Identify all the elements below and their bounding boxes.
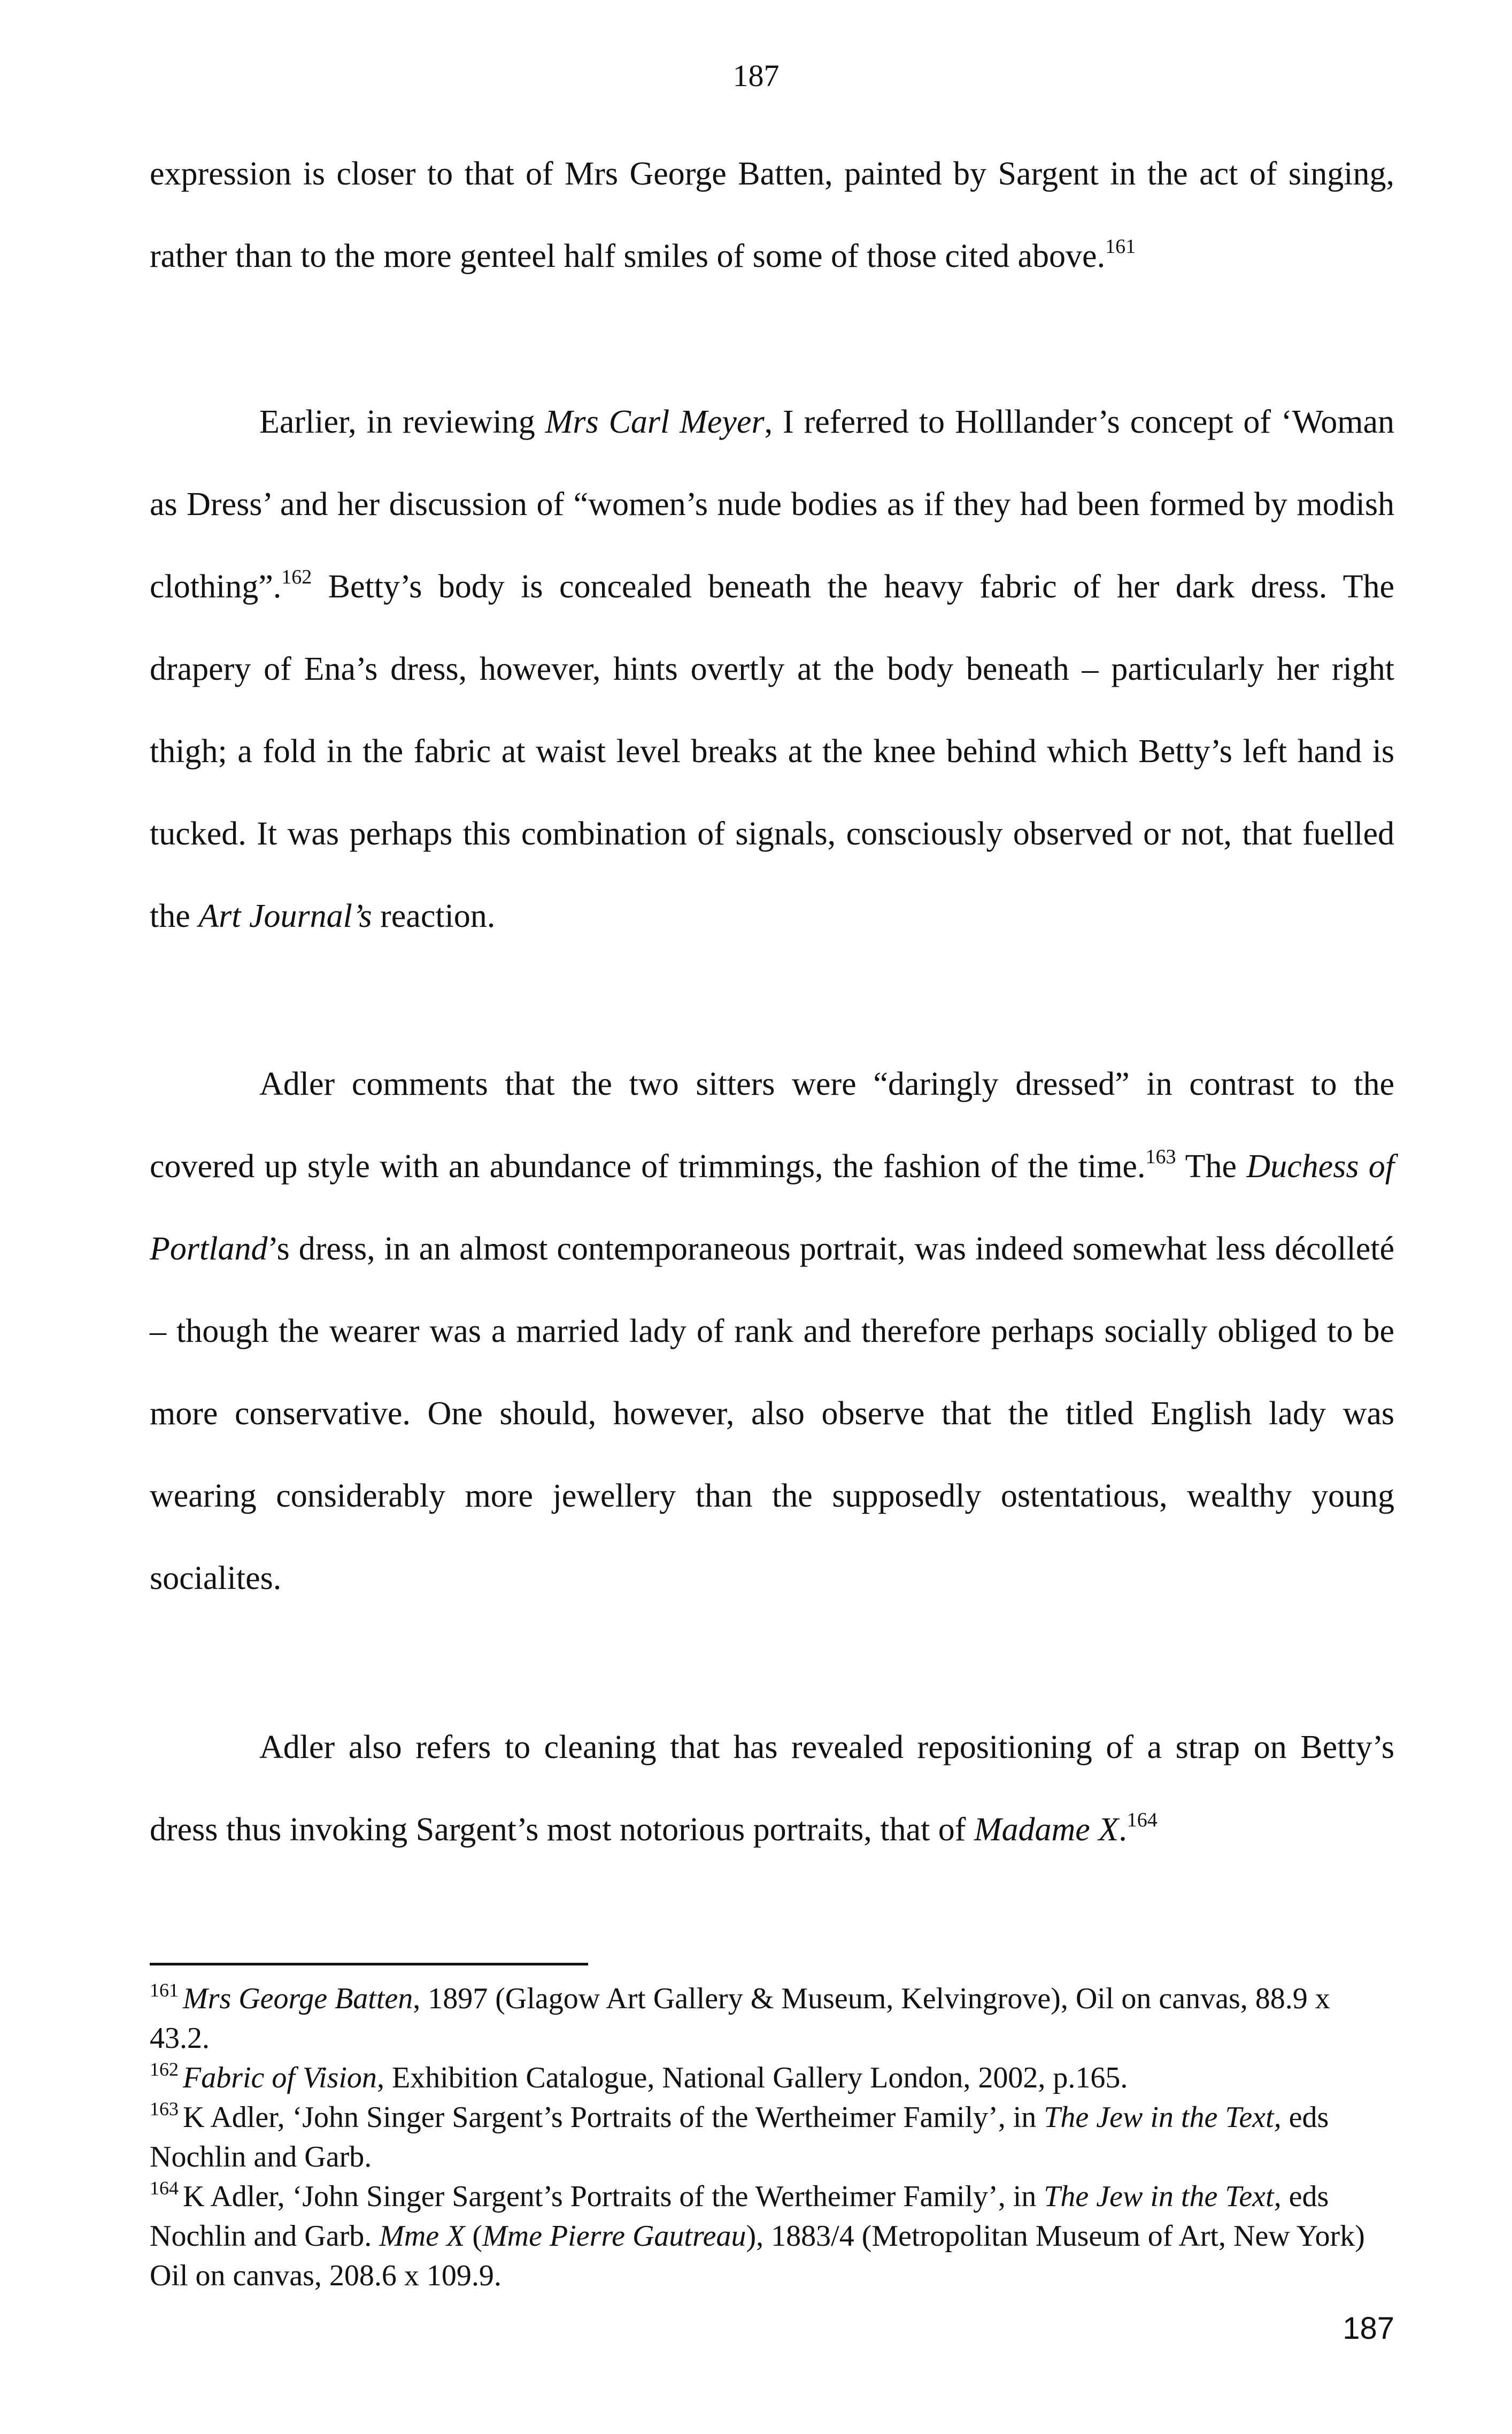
footnote-number: 161 xyxy=(150,1979,179,2001)
footnote-title-c: Mme Pierre Gautreau xyxy=(482,2220,746,2253)
footnote-ref-161[interactable]: 161 xyxy=(1105,235,1136,258)
footnote-text-b: eds Nochlin and Garb. xyxy=(150,2180,1329,2253)
footnote-text: , 1897 (Glagow Art Gallery & Museum, Kelvingrove), Oil on canvas, 88.9 x 43.2. xyxy=(150,1982,1330,2055)
page-number-top: 187 xyxy=(732,58,780,93)
footnote-divider xyxy=(150,1963,588,1965)
paragraph-3-text-b: The xyxy=(1176,1148,1247,1185)
paragraph-4-text-a: Adler also refers to cleaning that has revealed repositioning of a strap on Betty’s dress thus invoking Sargent’s most notorious portraits, that of xyxy=(150,1729,1394,1848)
footnote-title-b: Mme X xyxy=(379,2220,465,2253)
paragraph-3 xyxy=(150,1043,1394,1619)
footnote-162 xyxy=(150,2058,1394,2098)
footnote-ref-164[interactable]: 164 xyxy=(1127,1809,1158,1831)
footnote-text-a: K Adler, ‘John Singer Sargent’s Portraits of the Wertheimer Family’, in xyxy=(183,2101,1044,2134)
title-madame-x: Madame X xyxy=(974,1811,1119,1848)
paragraph-3-text-c: ’s dress, in an almost contemporaneous portrait, was indeed somewhat less décolleté – though the wearer was a married lady of rank and therefore perhaps socially obliged to be more conservative. One should, however, also observe that the titled English lady was wearing considerably more jewellery than the supposedly ostentatious, wealthy young socialites. xyxy=(150,1231,1394,1596)
footnote-ref-162[interactable]: 162 xyxy=(281,566,312,588)
footnote-161 xyxy=(150,1979,1394,2058)
paragraph-2 xyxy=(150,381,1394,957)
paragraph-2-text-b: , I referred to Holllander’s concept of ‘Woman as Dress’ and her discussion of “women’s nude bodies as if they had been formed by modish clothing”. xyxy=(150,404,1394,605)
footnote-163 xyxy=(150,2098,1394,2177)
title-mrs-carl-meyer: Mrs Carl Meyer xyxy=(545,404,765,440)
footnote-text-d: ), 1883/4 (Metropolitan Museum of Art, New York) Oil on canvas, 208.6 x 109.9. xyxy=(150,2220,1365,2292)
paragraph-2-text-a: Earlier, in reviewing xyxy=(259,404,545,440)
title-duchess-of-portland: Duchess of Portland xyxy=(150,1148,1395,1267)
footnote-text: , Exhibition Catalogue, National Gallery London, 2002, p.165. xyxy=(376,2061,1128,2094)
footnote-text-a: K Adler, ‘John Singer Sargent’s Portraits of the Wertheimer Family’, in xyxy=(183,2180,1044,2213)
paragraph-2-text-c: Betty’s body is concealed beneath the heavy fabric of her dark dress. The drapery of Ena’s dress, however, hints overtly at the body beneath – particularly her right thigh; a fold in the fabric at waist level breaks at the knee behind which Betty’s left hand is tucked. It was perhaps this combination of signals, consciously observed or not, that fuelled the xyxy=(150,569,1394,934)
footnotes-section xyxy=(150,1979,1394,2295)
paragraph-2-text-d: reaction. xyxy=(372,898,496,934)
footnote-title: Fabric of Vision xyxy=(183,2061,377,2094)
footnote-number: 164 xyxy=(150,2177,179,2199)
footnote-ref-163[interactable]: 163 xyxy=(1145,1146,1176,1168)
footnote-text-b: eds Nochlin and Garb. xyxy=(150,2101,1329,2174)
footnote-number: 163 xyxy=(150,2098,179,2120)
footnote-title: Mrs George Batten xyxy=(183,1982,413,2015)
paragraph-4 xyxy=(150,1706,1394,1871)
paragraph-1 xyxy=(150,133,1394,297)
paragraph-1-text: expression is closer to that of Mrs George Batten, painted by Sargent in the act of singing, rather than to the more genteel half smiles of some of those cited above. xyxy=(150,156,1394,274)
footnote-title-a: The Jew in the Text, xyxy=(1044,2180,1282,2213)
footnote-text-c: ( xyxy=(465,2220,483,2253)
footnote-number: 162 xyxy=(150,2059,179,2080)
paragraph-3-text-a: Adler comments that the two sitters were “daringly dressed” in contrast to the covered up style with an abundance of trimmings, the fashion of the time. xyxy=(150,1066,1394,1185)
footnote-164 xyxy=(150,2177,1394,2295)
title-art-journal: Art Journal’s xyxy=(198,898,372,934)
footnote-title: The Jew in the Text, xyxy=(1044,2101,1282,2134)
page-number-bottom: 187 xyxy=(1343,2311,1394,2346)
paragraph-4-text-b: . xyxy=(1118,1811,1127,1848)
